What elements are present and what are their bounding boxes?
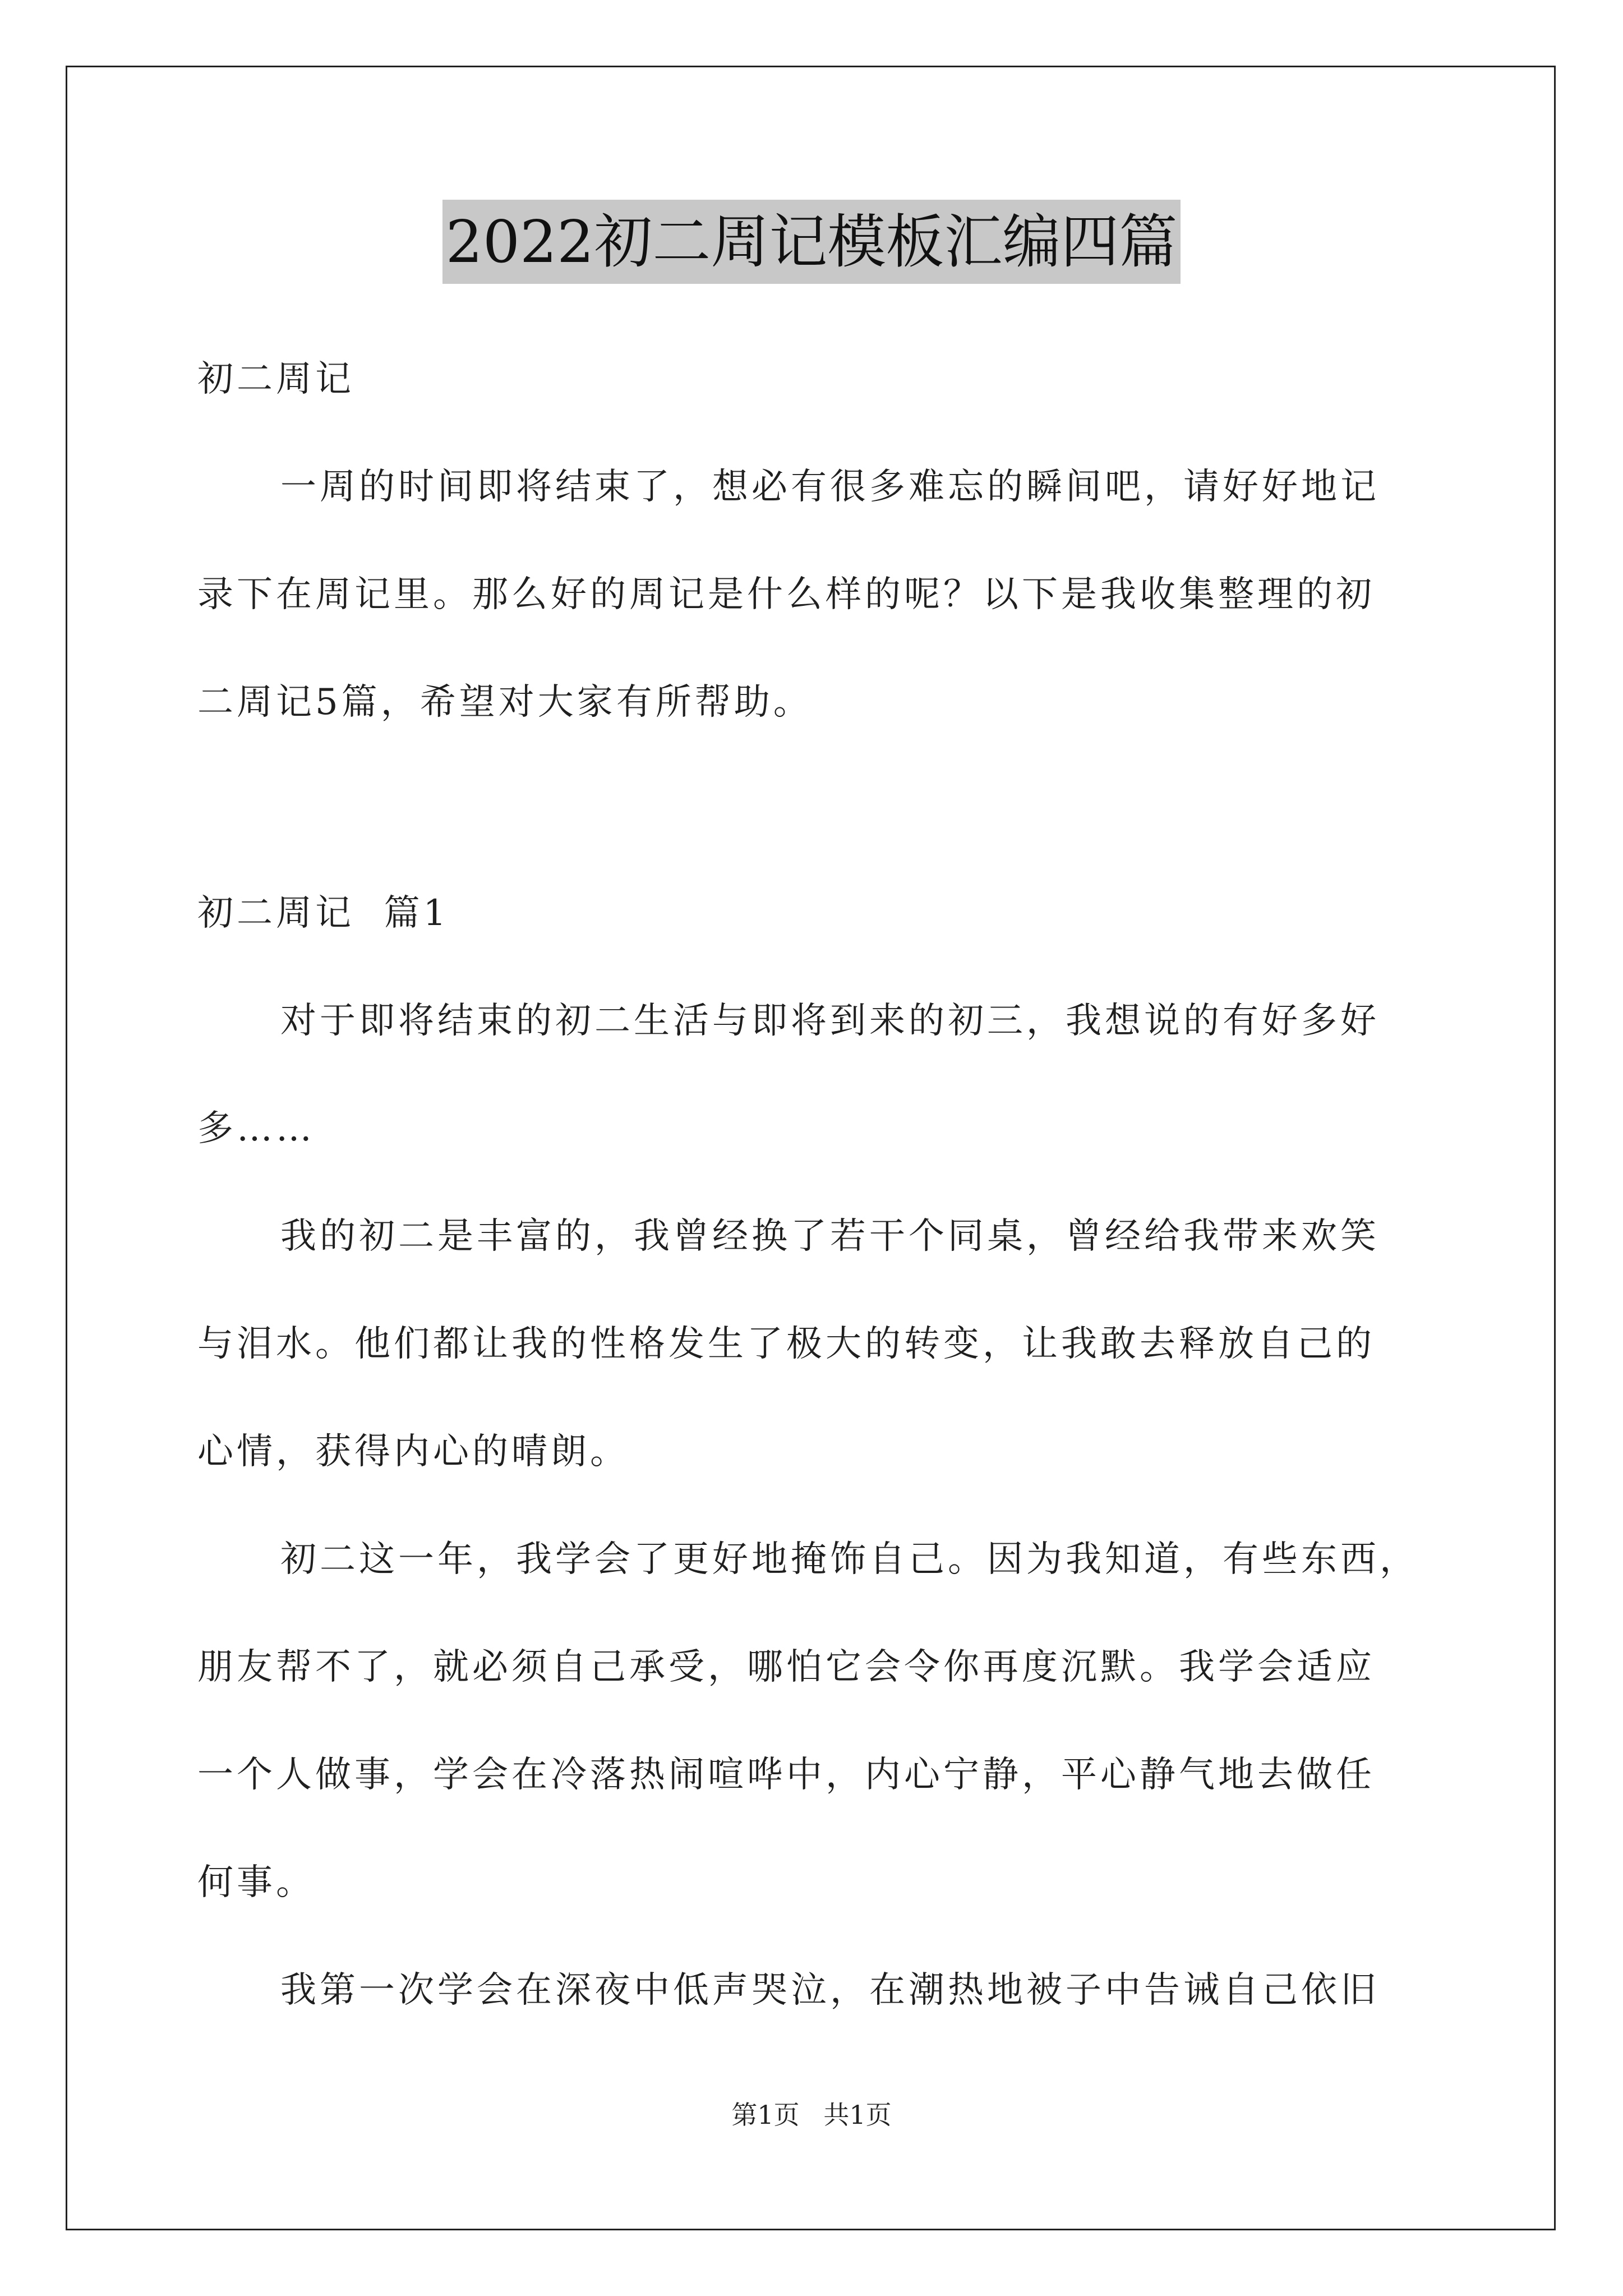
- body-line-7: 朋友帮不了，就必须自己承受，哪怕它会令你再度沉默。我学会适应: [197, 1646, 1375, 1688]
- page-total: 共1页: [823, 2100, 892, 2130]
- body-line-2: 多……: [197, 1108, 315, 1149]
- section-heading: 初二周记: [197, 358, 354, 400]
- body-line-4: 与泪水。他们都让我的性格发生了极大的转变，让我敢去释放自己的: [197, 1323, 1375, 1365]
- body-line-9: 何事。: [197, 1862, 315, 1903]
- body-line-10: 我第一次学会在深夜中低声哭泣，在潮热地被子中告诫自己依旧: [280, 1970, 1380, 2011]
- body-line-5: 心情，获得内心的晴朗。: [197, 1431, 629, 1473]
- document-title: 2022初二周记模板汇编四篇: [442, 200, 1181, 284]
- body-line-1: 对于即将结束的初二生活与即将到来的初三，我想说的有好多好: [280, 1000, 1380, 1042]
- page-footer: [0, 2098, 1623, 2132]
- body-line-8: 一个人做事，学会在冷落热闹喧哗中，内心宁静，平心静气地去做任: [197, 1754, 1375, 1796]
- intro-line-1: 一周的时间即将结束了，想必有很多难忘的瞬间吧，请好好地记: [280, 466, 1380, 508]
- body-line-6: 初二这一年，我学会了更好地掩饰自己。因为我知道，有些东西，: [280, 1539, 1419, 1580]
- body-line-3: 我的初二是丰富的，我曾经换了若干个同桌，曾经给我带来欢笑: [280, 1216, 1380, 1257]
- title-container: [0, 200, 1623, 284]
- intro-line-3: 二周记5篇，希望对大家有所帮助。: [197, 682, 813, 723]
- article-heading: 初二周记 篇1: [197, 892, 450, 934]
- page-number: 第1页: [731, 2100, 800, 2130]
- intro-line-2: 录下在周记里。那么好的周记是什么样的呢？以下是我收集整理的初: [197, 574, 1375, 615]
